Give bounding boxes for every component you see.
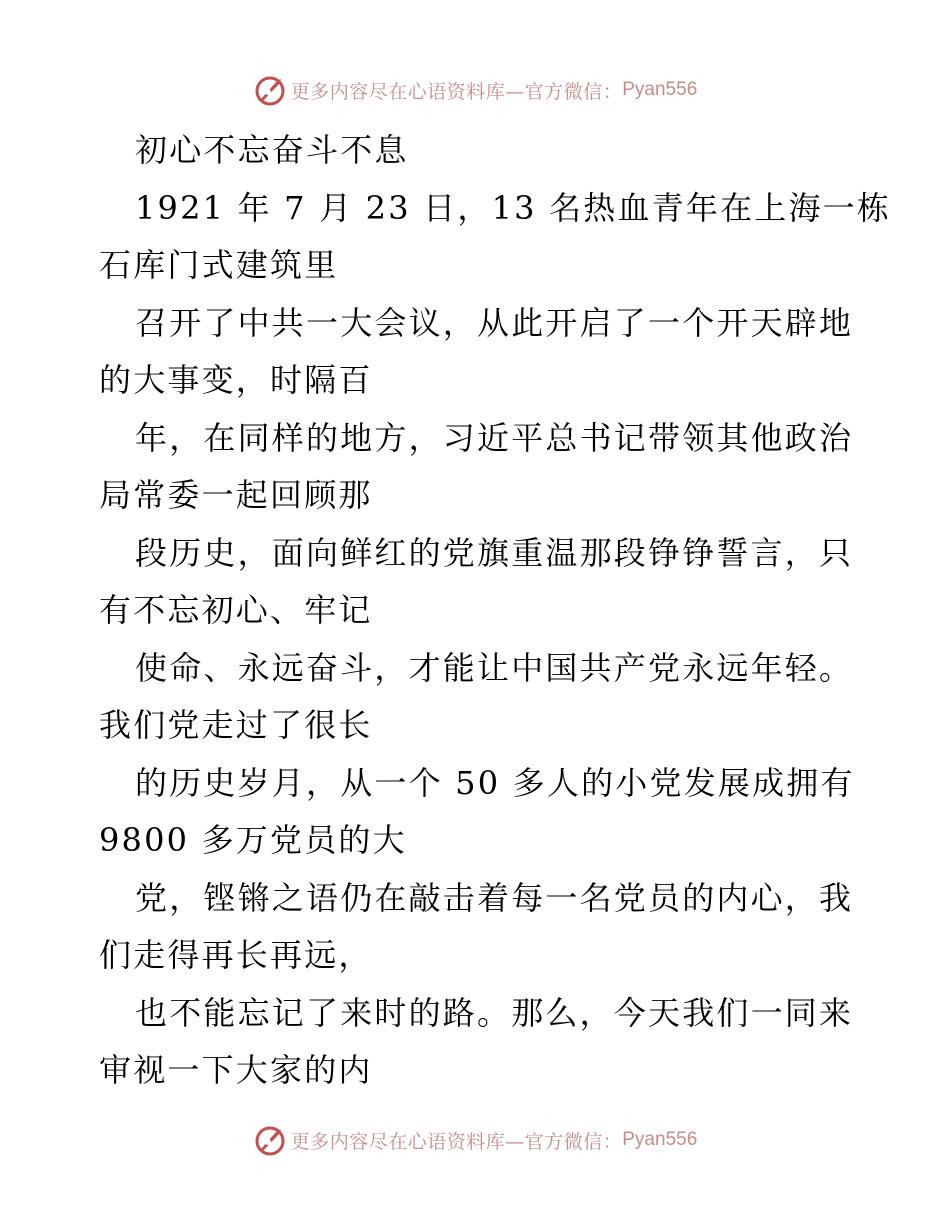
document-body bbox=[99, 122, 892, 1100]
banner-wechat-id: Pyan556 bbox=[622, 79, 698, 100]
paragraph-line: 年，在同样的地方，习近平总书记带领其他政治 bbox=[135, 418, 854, 457]
quill-logo-icon bbox=[253, 1123, 287, 1157]
paragraph-line: 召开了中共一大会议，从此开启了一个开天辟地 bbox=[135, 303, 854, 342]
paragraph-line: 有不忘初心、牢记 bbox=[99, 591, 373, 629]
paragraph-line: 们走得再长再远， bbox=[99, 936, 373, 974]
paragraph-line: 的大事变，时隔百 bbox=[99, 361, 373, 399]
banner-text: 更多内容尽在心语资料库—官方微信： bbox=[290, 1130, 623, 1153]
paragraph-line: 9800 多万党员的大 bbox=[99, 821, 407, 859]
paragraph-line: 我们党走过了很长 bbox=[99, 706, 373, 744]
quill-logo-icon bbox=[253, 73, 287, 107]
page-header-banner bbox=[0, 70, 950, 110]
banner-wechat-id: Pyan556 bbox=[622, 1129, 698, 1150]
paragraph-line: 段历史，面向鲜红的党旗重温那段铮铮誓言，只 bbox=[135, 533, 854, 572]
paragraph-line: 审视一下大家的内 bbox=[99, 1051, 373, 1089]
paragraph-line: 使命、永远奋斗，才能让中国共产党永远年轻。 bbox=[135, 648, 854, 687]
banner-text: 更多内容尽在心语资料库—官方微信： bbox=[290, 80, 623, 103]
paragraph-line: 1921 年 7 月 23 日，13 名热血青年在上海一栋 bbox=[135, 188, 892, 227]
page-footer-banner bbox=[0, 1120, 950, 1160]
paragraph-line: 党，铿锵之语仍在敲击着每一名党员的内心，我 bbox=[135, 878, 854, 917]
paragraph-line: 局常委一起回顾那 bbox=[99, 476, 373, 514]
paragraph-line: 的历史岁月，从一个 50 多人的小党发展成拥有 bbox=[135, 763, 855, 802]
paragraph-line: 也不能忘记了来时的路。那么，今天我们一同来 bbox=[135, 993, 854, 1032]
document-title: 初心不忘奋斗不息 bbox=[135, 131, 409, 169]
paragraph-line: 石库门式建筑里 bbox=[99, 246, 339, 284]
